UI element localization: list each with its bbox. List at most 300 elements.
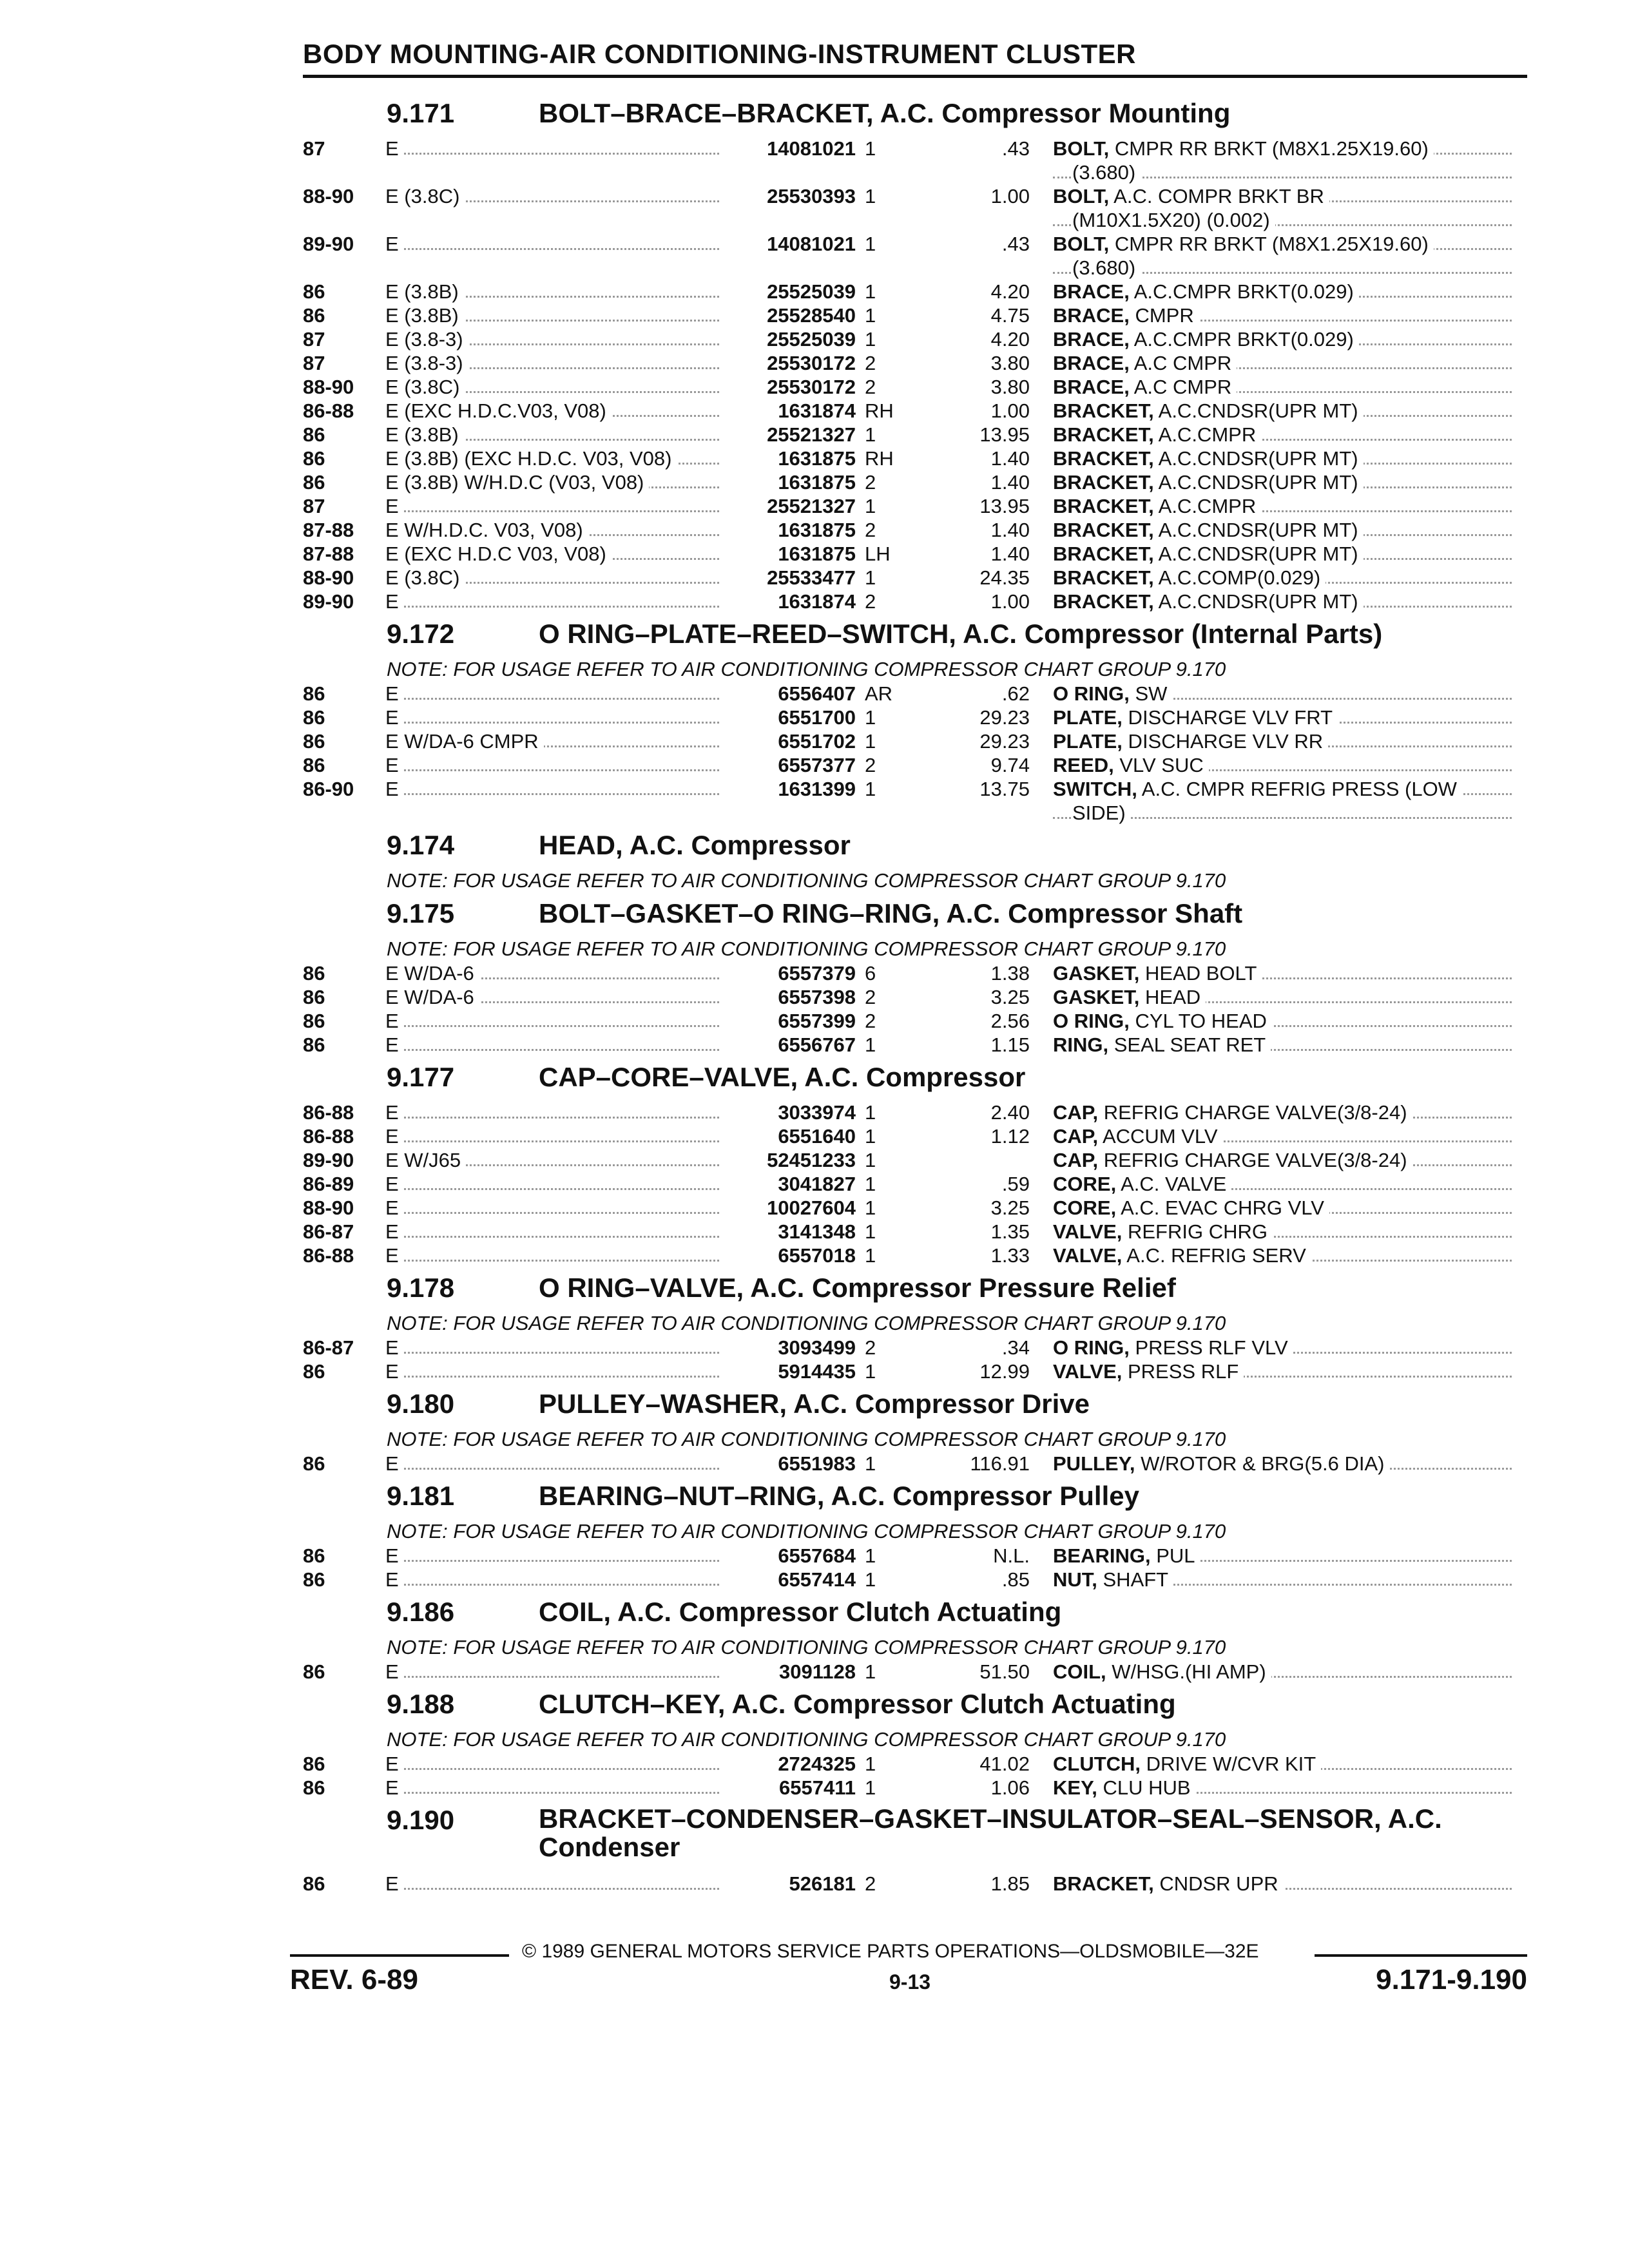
part-detail: CNDSR UPR bbox=[1153, 1872, 1278, 1895]
part-row bbox=[0, 706, 1629, 729]
description-text bbox=[1053, 1244, 1311, 1267]
application-text: E (3.8C) bbox=[385, 185, 465, 207]
description-text bbox=[1053, 1568, 1173, 1591]
model-years: 87-88 bbox=[303, 543, 354, 565]
application bbox=[385, 375, 727, 399]
application bbox=[385, 351, 727, 375]
application-text: E W/DA-6 bbox=[385, 986, 479, 1008]
section-number: 9.175 bbox=[387, 898, 455, 928]
part-number: 5914435 bbox=[778, 1360, 856, 1383]
quantity: 1 bbox=[865, 328, 876, 351]
quantity: 1 bbox=[865, 280, 876, 303]
part-detail: A.C.CMPR bbox=[1153, 495, 1257, 517]
part-name: RING, bbox=[1053, 1033, 1109, 1056]
part-number: 1631874 bbox=[778, 590, 856, 613]
price: 13.95 bbox=[979, 423, 1030, 446]
part-detail: A.C CMPR bbox=[1129, 352, 1232, 374]
part-name: BRACE, bbox=[1053, 280, 1130, 303]
description-line bbox=[1053, 801, 1512, 825]
application bbox=[385, 280, 727, 303]
application bbox=[385, 1009, 727, 1033]
description-text bbox=[1053, 1753, 1321, 1775]
footer-page-number: 9-13 bbox=[889, 1970, 931, 1994]
application bbox=[385, 1033, 727, 1057]
page-header-title: BODY MOUNTING-AIR CONDITIONING-INSTRUMENT CLUSTER bbox=[303, 39, 1137, 69]
price: 9.74 bbox=[990, 754, 1030, 776]
section-number: 9.172 bbox=[387, 619, 455, 649]
description-text bbox=[1053, 590, 1364, 613]
usage-note: NOTE: FOR USAGE REFER TO AIR CONDITIONING COMPRESSOR CHART GROUP 9.170 bbox=[387, 869, 1226, 892]
description-line bbox=[1053, 1752, 1512, 1776]
section-header bbox=[0, 98, 1629, 137]
description-text bbox=[1053, 376, 1237, 398]
part-detail: A.C.COMP(0.029) bbox=[1153, 566, 1321, 589]
description-text bbox=[1053, 1196, 1329, 1219]
model-years: 86-89 bbox=[303, 1173, 354, 1195]
model-years: 86 bbox=[303, 754, 325, 776]
section-number: 9.181 bbox=[387, 1481, 455, 1511]
part-number: 25525039 bbox=[767, 328, 856, 351]
application bbox=[385, 542, 727, 566]
part-detail: HEAD bbox=[1139, 986, 1201, 1008]
part-name: SWITCH, bbox=[1053, 778, 1137, 800]
description bbox=[1053, 232, 1512, 280]
quantity: 1 bbox=[865, 1568, 876, 1591]
description bbox=[1053, 327, 1512, 351]
application bbox=[385, 1544, 727, 1568]
quantity: AR bbox=[865, 682, 893, 705]
section-number: 9.190 bbox=[387, 1805, 455, 1835]
description-line bbox=[1053, 1544, 1512, 1568]
description bbox=[1053, 961, 1512, 985]
part-detail: A.C.CNDSR(UPR MT) bbox=[1153, 590, 1358, 613]
description-text bbox=[1053, 304, 1199, 327]
quantity: 1 bbox=[865, 1753, 876, 1775]
application-text: E bbox=[385, 1244, 404, 1267]
application bbox=[385, 1336, 727, 1360]
price: 1.40 bbox=[990, 519, 1030, 541]
description-line bbox=[1053, 1872, 1512, 1896]
application bbox=[385, 1148, 727, 1172]
description bbox=[1053, 470, 1512, 494]
price: 1.85 bbox=[990, 1872, 1030, 1895]
model-years: 86 bbox=[303, 986, 325, 1008]
price: 2.40 bbox=[990, 1101, 1030, 1124]
part-detail: CMPR RR BRKT (M8X1.25X19.60) bbox=[1109, 233, 1429, 255]
application-text: E bbox=[385, 682, 404, 705]
quantity: 1 bbox=[865, 706, 876, 729]
part-detail: REFRIG CHARGE VALVE(3/8-24) bbox=[1098, 1149, 1407, 1171]
part-detail: A.C.CNDSR(UPR MT) bbox=[1153, 399, 1358, 422]
application bbox=[385, 1196, 727, 1220]
section-number: 9.174 bbox=[387, 830, 455, 860]
model-years: 88-90 bbox=[303, 376, 354, 398]
description-line bbox=[1053, 470, 1512, 494]
application bbox=[385, 1220, 727, 1244]
price: 3.80 bbox=[990, 352, 1030, 374]
part-number: 1631874 bbox=[778, 399, 856, 422]
application bbox=[385, 777, 727, 801]
description-text bbox=[1072, 256, 1141, 279]
section-number: 9.171 bbox=[387, 98, 455, 128]
part-name: BRACE, bbox=[1053, 352, 1130, 374]
model-years: 86 bbox=[303, 304, 325, 327]
application-text: E W/DA-6 bbox=[385, 962, 479, 985]
description bbox=[1053, 1752, 1512, 1776]
description-text bbox=[1053, 137, 1434, 160]
price: 4.20 bbox=[990, 280, 1030, 303]
quantity: 1 bbox=[865, 185, 876, 207]
part-detail: SW bbox=[1129, 682, 1168, 705]
part-row bbox=[0, 423, 1629, 447]
part-name: CORE, bbox=[1053, 1173, 1117, 1195]
description-text bbox=[1053, 328, 1359, 351]
description-line bbox=[1053, 753, 1512, 777]
description bbox=[1053, 184, 1512, 232]
quantity: 1 bbox=[865, 1101, 876, 1124]
part-detail: SHAFT bbox=[1097, 1568, 1169, 1591]
description-line bbox=[1053, 494, 1512, 518]
part-number: 25521327 bbox=[767, 423, 856, 446]
description bbox=[1053, 1244, 1512, 1267]
price: 13.75 bbox=[979, 778, 1030, 800]
part-number: 1631875 bbox=[778, 447, 856, 470]
model-years: 87-88 bbox=[303, 519, 354, 541]
application bbox=[385, 184, 727, 208]
description-line bbox=[1053, 590, 1512, 613]
application-text: E W/H.D.C. V03, V08) bbox=[385, 519, 588, 541]
description bbox=[1053, 303, 1512, 327]
description-line bbox=[1053, 1244, 1512, 1267]
part-detail: PRESS RLF bbox=[1122, 1360, 1239, 1383]
part-detail: REFRIG CHRG bbox=[1122, 1220, 1268, 1243]
part-name: BEARING, bbox=[1053, 1544, 1151, 1567]
price: .85 bbox=[1001, 1568, 1030, 1591]
description-line bbox=[1053, 1196, 1512, 1220]
part-number: 1631399 bbox=[778, 778, 856, 800]
part-number: 3033974 bbox=[778, 1101, 856, 1124]
part-row bbox=[0, 729, 1629, 753]
part-name: BRACKET, bbox=[1053, 566, 1154, 589]
application-text: E bbox=[385, 1336, 404, 1359]
quantity: 1 bbox=[865, 495, 876, 517]
description-line bbox=[1053, 327, 1512, 351]
part-number: 25528540 bbox=[767, 304, 856, 327]
part-name: CORE, bbox=[1053, 1196, 1117, 1219]
part-number: 6557377 bbox=[778, 754, 856, 776]
part-detail: W/ROTOR & BRG(5.6 DIA) bbox=[1135, 1452, 1385, 1475]
application-text: E bbox=[385, 1753, 404, 1775]
part-name: COIL, bbox=[1053, 1660, 1106, 1683]
part-row bbox=[0, 961, 1629, 985]
part-name: O RING, bbox=[1053, 682, 1130, 705]
application bbox=[385, 232, 727, 256]
quantity: 2 bbox=[865, 1010, 876, 1032]
description-line bbox=[1053, 777, 1512, 801]
part-detail: A.C CMPR bbox=[1129, 376, 1232, 398]
application-text: E bbox=[385, 1125, 404, 1148]
application-text: E W/DA-6 CMPR bbox=[385, 730, 544, 753]
description-line bbox=[1053, 208, 1512, 232]
description bbox=[1053, 1660, 1512, 1684]
price: 24.35 bbox=[979, 566, 1030, 589]
part-row bbox=[0, 1452, 1629, 1475]
application bbox=[385, 682, 727, 706]
part-detail: CLU HUB bbox=[1097, 1776, 1191, 1799]
description-text bbox=[1053, 730, 1328, 753]
application-text: E (3.8C) bbox=[385, 376, 465, 398]
description-text bbox=[1072, 161, 1141, 184]
price: 3.25 bbox=[990, 1196, 1030, 1219]
price: 1.40 bbox=[990, 471, 1030, 494]
description-text bbox=[1053, 1101, 1412, 1124]
part-name: BOLT, bbox=[1053, 233, 1110, 255]
description-text bbox=[1053, 1125, 1223, 1148]
part-name: BRACE, bbox=[1053, 376, 1130, 398]
model-years: 89-90 bbox=[303, 1149, 354, 1171]
description-text bbox=[1053, 280, 1359, 303]
application bbox=[385, 706, 727, 729]
section-title: COIL, A.C. Compressor Clutch Actuating bbox=[539, 1597, 1062, 1627]
price: .43 bbox=[1001, 233, 1030, 255]
part-number: 6557414 bbox=[778, 1568, 856, 1591]
application bbox=[385, 985, 727, 1009]
price: 29.23 bbox=[979, 730, 1030, 753]
application bbox=[385, 447, 727, 470]
footer-section-range: 9.171-9.190 bbox=[1376, 1964, 1527, 1995]
model-years: 86 bbox=[303, 1568, 325, 1591]
part-name: O RING, bbox=[1053, 1010, 1130, 1032]
section-header bbox=[0, 1389, 1629, 1427]
price: 116.91 bbox=[970, 1452, 1030, 1475]
section-number: 9.186 bbox=[387, 1597, 455, 1627]
description-line bbox=[1053, 1009, 1512, 1033]
section-header bbox=[0, 1481, 1629, 1519]
description bbox=[1053, 1452, 1512, 1475]
part-detail: VLV SUC bbox=[1113, 754, 1204, 776]
description-line bbox=[1053, 137, 1512, 160]
part-detail: CMPR RR BRKT (M8X1.25X19.60) bbox=[1109, 137, 1429, 160]
description bbox=[1053, 1196, 1512, 1220]
part-detail: A.C. VALVE bbox=[1116, 1173, 1227, 1195]
part-detail: A.C. EVAC CHRG VLV bbox=[1116, 1196, 1324, 1219]
price: 4.75 bbox=[990, 304, 1030, 327]
application bbox=[385, 423, 727, 447]
quantity: 1 bbox=[865, 1452, 876, 1475]
description bbox=[1053, 1360, 1512, 1383]
part-row bbox=[0, 399, 1629, 423]
part-detail: A.C. COMPR BRKT BR bbox=[1109, 185, 1324, 207]
part-name: NUT, bbox=[1053, 1568, 1097, 1591]
part-detail: DISCHARGE VLV FRT bbox=[1122, 706, 1333, 729]
description-line bbox=[1053, 1336, 1512, 1360]
model-years: 86 bbox=[303, 1544, 325, 1567]
part-detail: PUL bbox=[1150, 1544, 1195, 1567]
part-row bbox=[0, 1752, 1629, 1776]
part-row bbox=[0, 137, 1629, 184]
part-row bbox=[0, 280, 1629, 303]
part-row bbox=[0, 1776, 1629, 1800]
price: 1.40 bbox=[990, 543, 1030, 565]
part-name: CAP, bbox=[1053, 1149, 1099, 1171]
description bbox=[1053, 1568, 1512, 1591]
description bbox=[1053, 682, 1512, 706]
part-detail: A.C.CNDSR(UPR MT) bbox=[1153, 543, 1358, 565]
description bbox=[1053, 729, 1512, 753]
description-line bbox=[1053, 961, 1512, 985]
part-name: BRACKET, bbox=[1053, 447, 1154, 470]
price: 1.35 bbox=[990, 1220, 1030, 1243]
description-line bbox=[1053, 232, 1512, 256]
description-text bbox=[1053, 1872, 1284, 1895]
description bbox=[1053, 706, 1512, 729]
description bbox=[1053, 375, 1512, 399]
part-number: 6551640 bbox=[778, 1125, 856, 1148]
application bbox=[385, 137, 727, 160]
application bbox=[385, 1568, 727, 1591]
description-text bbox=[1053, 1776, 1196, 1799]
quantity: 2 bbox=[865, 352, 876, 374]
part-detail: CYL TO HEAD bbox=[1129, 1010, 1267, 1032]
application bbox=[385, 590, 727, 613]
description bbox=[1053, 1148, 1512, 1172]
description-line bbox=[1053, 1360, 1512, 1383]
model-years: 87 bbox=[303, 328, 325, 351]
application-text: E bbox=[385, 1872, 404, 1895]
footer-revision: REV. 6-89 bbox=[290, 1964, 418, 1995]
description-text bbox=[1053, 423, 1261, 446]
section-header bbox=[0, 1062, 1629, 1100]
part-name: GASKET, bbox=[1053, 962, 1140, 985]
model-years: 86-87 bbox=[303, 1220, 354, 1243]
application bbox=[385, 1124, 727, 1148]
application-text: E bbox=[385, 778, 404, 800]
description-text bbox=[1053, 1033, 1271, 1056]
part-number: 6556407 bbox=[778, 682, 856, 705]
quantity: 1 bbox=[865, 137, 876, 160]
part-row bbox=[0, 985, 1629, 1009]
description bbox=[1053, 753, 1512, 777]
model-years: 86 bbox=[303, 447, 325, 470]
model-years: 86-88 bbox=[303, 1244, 354, 1267]
application-text: E (3.8B) (EXC H.D.C. V03, V08) bbox=[385, 447, 677, 470]
model-years: 86 bbox=[303, 682, 325, 705]
part-row bbox=[0, 566, 1629, 590]
section-title: BOLT–GASKET–O RING–RING, A.C. Compressor Shaft bbox=[539, 898, 1243, 928]
description-text bbox=[1053, 1149, 1412, 1171]
part-number: 526181 bbox=[789, 1872, 856, 1895]
model-years: 86 bbox=[303, 706, 325, 729]
part-name: BRACKET, bbox=[1053, 1872, 1154, 1895]
part-number: 25533477 bbox=[767, 566, 856, 589]
application-text: E bbox=[385, 233, 404, 255]
price: 1.15 bbox=[990, 1033, 1030, 1056]
section-header bbox=[0, 619, 1629, 657]
part-number: 6551983 bbox=[778, 1452, 856, 1475]
model-years: 86 bbox=[303, 1452, 325, 1475]
quantity: 1 bbox=[865, 1360, 876, 1383]
application bbox=[385, 729, 727, 753]
quantity: 1 bbox=[865, 1173, 876, 1195]
part-row bbox=[0, 1244, 1629, 1267]
part-name: PULLEY, bbox=[1053, 1452, 1135, 1475]
section-title: BOLT–BRACE–BRACKET, A.C. Compressor Mounting bbox=[539, 98, 1231, 128]
description-line bbox=[1053, 1660, 1512, 1684]
price: 3.25 bbox=[990, 986, 1030, 1008]
application bbox=[385, 1776, 727, 1800]
part-number: 6551700 bbox=[778, 706, 856, 729]
part-detail: A.C.CNDSR(UPR MT) bbox=[1153, 471, 1358, 494]
application bbox=[385, 327, 727, 351]
part-name: REED, bbox=[1053, 754, 1114, 776]
quantity: 2 bbox=[865, 1872, 876, 1895]
description bbox=[1053, 1100, 1512, 1124]
footer-rule-left bbox=[290, 1954, 509, 1957]
application-text: E bbox=[385, 1173, 404, 1195]
description-text bbox=[1053, 682, 1172, 705]
application-text: E (3.8B) bbox=[385, 280, 464, 303]
part-row bbox=[0, 184, 1629, 232]
part-row bbox=[0, 1220, 1629, 1244]
price: 1.12 bbox=[990, 1125, 1030, 1148]
model-years: 89-90 bbox=[303, 590, 354, 613]
section-title: O RING–PLATE–REED–SWITCH, A.C. Compressor (Internal Parts) bbox=[539, 619, 1383, 649]
footer-rule-right bbox=[1315, 1954, 1527, 1957]
description-line bbox=[1053, 1776, 1512, 1800]
application-text: E (3.8-3) bbox=[385, 328, 468, 351]
application-text: E (EXC H.D.C.V03, V08) bbox=[385, 399, 612, 422]
part-row bbox=[0, 1544, 1629, 1568]
model-years: 86 bbox=[303, 962, 325, 985]
part-number: 6556767 bbox=[778, 1033, 856, 1056]
price: 1.00 bbox=[990, 590, 1030, 613]
section-header bbox=[0, 1689, 1629, 1727]
application bbox=[385, 1660, 727, 1684]
quantity: 1 bbox=[865, 233, 876, 255]
description-text bbox=[1053, 185, 1329, 207]
application-text: E (3.8C) bbox=[385, 566, 465, 589]
part-number: 25525039 bbox=[767, 280, 856, 303]
application-text: E bbox=[385, 1220, 404, 1243]
model-years: 86 bbox=[303, 1753, 325, 1775]
application-text: E (3.8B) W/H.D.C (V03, V08) bbox=[385, 471, 649, 494]
application-text: E (3.8B) bbox=[385, 304, 464, 327]
part-row bbox=[0, 1124, 1629, 1148]
quantity: 1 bbox=[865, 423, 876, 446]
description-line bbox=[1053, 1452, 1512, 1475]
part-detail: CMPR bbox=[1129, 304, 1194, 327]
description-text bbox=[1053, 1660, 1271, 1683]
price: .62 bbox=[1001, 682, 1030, 705]
quantity: 2 bbox=[865, 376, 876, 398]
description-line bbox=[1053, 706, 1512, 729]
quantity: 2 bbox=[865, 471, 876, 494]
application-text: E bbox=[385, 1360, 404, 1383]
description bbox=[1053, 590, 1512, 613]
section-title: HEAD, A.C. Compressor bbox=[539, 830, 851, 860]
description bbox=[1053, 1872, 1512, 1896]
description-line bbox=[1053, 1172, 1512, 1196]
description-line bbox=[1053, 985, 1512, 1009]
application-text: E W/J65 bbox=[385, 1149, 466, 1171]
quantity: 1 bbox=[865, 566, 876, 589]
model-years: 86-87 bbox=[303, 1336, 354, 1359]
description-text bbox=[1072, 802, 1131, 824]
application bbox=[385, 1752, 727, 1776]
price: 41.02 bbox=[979, 1753, 1030, 1775]
quantity: 1 bbox=[865, 1776, 876, 1799]
quantity: LH bbox=[865, 543, 891, 565]
